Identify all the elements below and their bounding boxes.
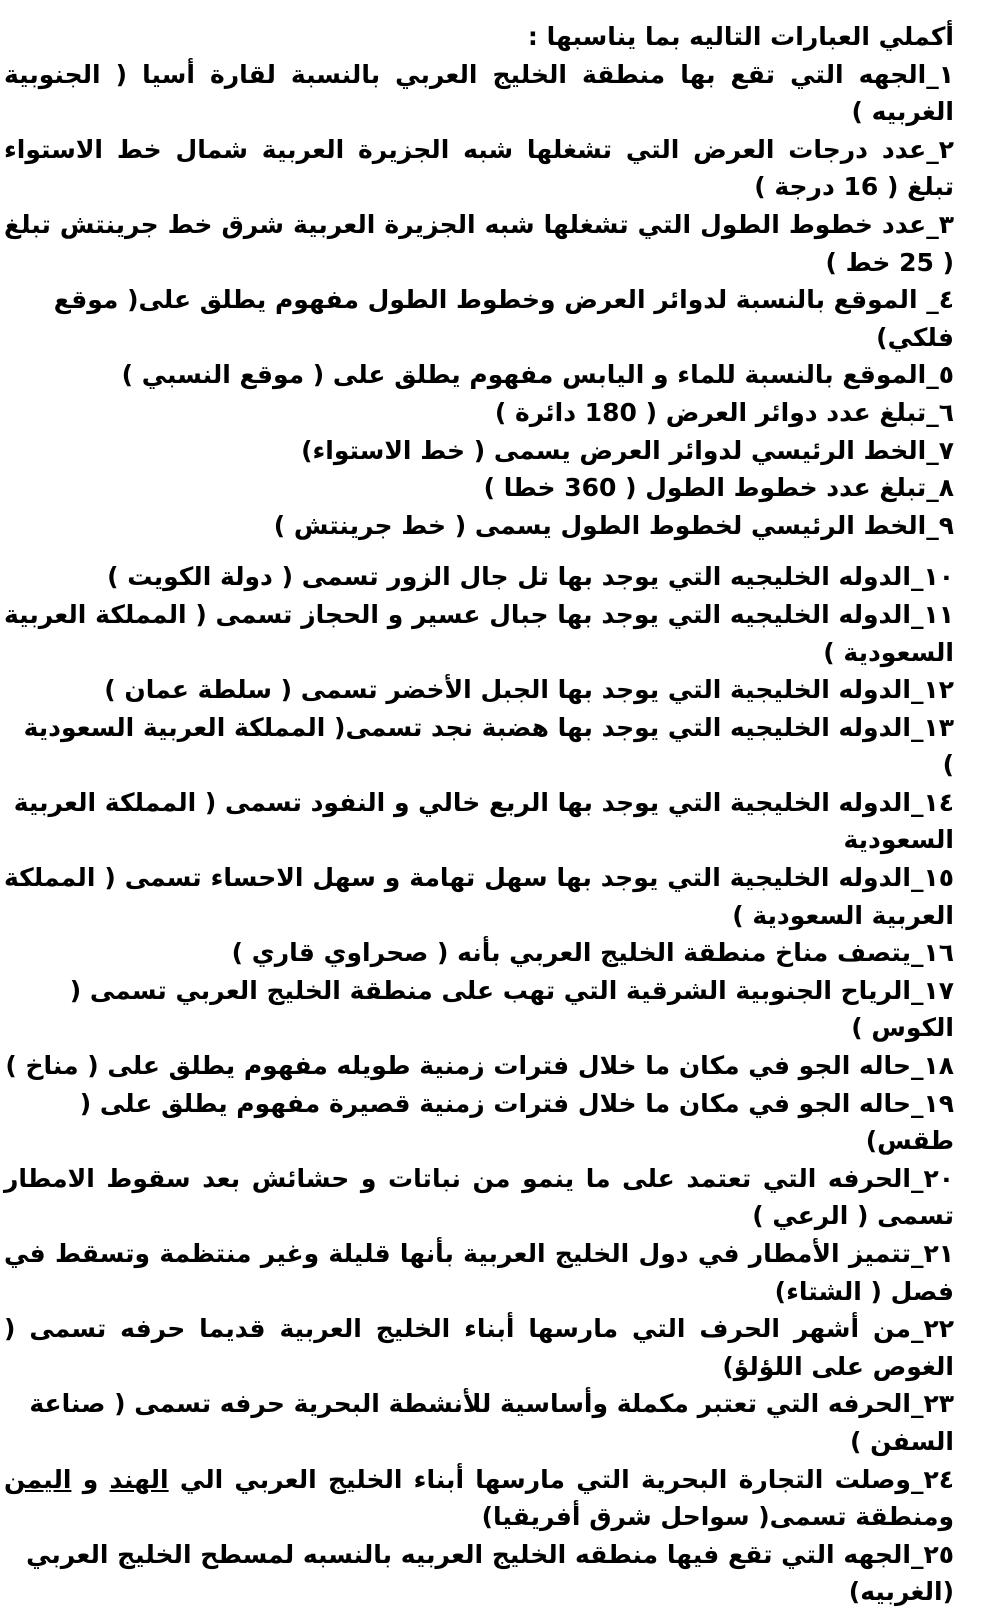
item-text: عدد درجات العرض التي تشغلها شبه الجزيرة العربية شمال خط الاستواء تبلغ ( 16 درجة ) [4, 134, 954, 202]
item-number: ١٥_ [910, 863, 954, 893]
item-text: الرياح الجنوبية الشرقية التي تهب على منطقة الخليج العربي تسمى ( الكوس ) [69, 975, 954, 1043]
item-14 [4, 784, 954, 859]
item-number: ١_ [926, 59, 954, 89]
item-text-connector: و [71, 1464, 110, 1494]
item-number: ٢٠_ [910, 1163, 954, 1193]
item-number: ١٨_ [910, 1051, 954, 1081]
item-number: ١٠_ [910, 562, 954, 592]
item-number: ٨_ [926, 473, 954, 503]
item-22 [4, 1310, 954, 1385]
item-number: ٢٥_ [910, 1539, 954, 1569]
section-gap [4, 544, 954, 558]
item-7 [4, 432, 954, 470]
item-number: ٢٣_ [910, 1389, 954, 1419]
item-5 [4, 356, 954, 394]
item-19 [4, 1085, 954, 1160]
item-number: ٦_ [926, 397, 954, 427]
item-2 [4, 131, 954, 206]
item-text: الجهه التي تقع بها منطقة الخليج العربي بالنسبة لقارة أسيا ( الجنوبية الغربيه ) [4, 59, 954, 127]
item-text: حاله الجو في مكان ما خلال فترات زمنية طويله مفهوم يطلق على ( مناخ ) [5, 1051, 911, 1081]
item-6 [4, 394, 954, 432]
item-number: ١١_ [910, 599, 954, 629]
item-number: ٧_ [926, 435, 954, 465]
item-text: الموقع بالنسبة لدوائر العرض وخطوط الطول مفهوم يطلق على( موقع فلكي) [53, 285, 954, 352]
item-number: ٢١_ [910, 1239, 954, 1268]
item-text: حاله الجو في مكان ما خلال فترات زمنية قصيرة مفهوم يطلق على ( طقس) [79, 1088, 954, 1156]
item-number: ١٦_ [910, 938, 954, 968]
item-number: ٥_ [926, 360, 954, 390]
underlined-word-yemen: اليمن [4, 1464, 72, 1494]
item-text: الدوله الخليجيه التي يوجد بها جبال عسير و الحجاز تسمى ( المملكة العربية السعودية ) [4, 599, 954, 667]
item-10 [4, 558, 954, 596]
item-text: الدوله الخليجية التي يوجد بها الربع خالي و النفود تسمى ( المملكة العربية السعودية [13, 787, 954, 855]
item-12 [4, 671, 954, 709]
item-20 [4, 1160, 954, 1235]
item-text: الموقع بالنسبة للماء و اليابس مفهوم يطلق على ( موقع النسبي ) [121, 360, 927, 390]
item-23 [4, 1385, 954, 1460]
item-11 [4, 596, 954, 671]
item-21 [4, 1235, 954, 1310]
item-number: ١٢_ [910, 675, 954, 705]
item-text: الدوله الخليجيه التي يوجد بها هضبة نجد تسمى( المملكة العربية السعودية ) [23, 712, 954, 780]
item-text: تتميز الأمطار في دول الخليج العربية بأنها قليلة وغير منتظمة وتسقط في فصل ( الشتاء) [4, 1239, 954, 1306]
item-text: من أشهر الحرف التي مارسها أبناء الخليج العربية قديما حرفه تسمى ( الغوص على اللؤلؤ) [4, 1314, 954, 1381]
item-4 [4, 281, 954, 356]
item-text: الدوله الخليجية التي يوجد بها سهل تهامة و سهل الاحساء تسمى ( المملكة العربية السعودية ) [4, 863, 954, 930]
item-text: الدوله الخليجيه التي يوجد بها تل جال الزور تسمى ( دولة الكويت ) [107, 562, 911, 592]
item-13 [4, 709, 954, 784]
item-25 [4, 1536, 954, 1611]
item-16 [4, 934, 954, 972]
item-text: تبلغ عدد دوائر العرض ( 180 دائرة ) [494, 397, 927, 427]
item-number: ٢٤_ [910, 1464, 954, 1494]
item-text: الخط الرئيسي لدوائر العرض يسمى ( خط الاستواء) [301, 435, 927, 465]
item-18 [4, 1047, 954, 1085]
item-text: الحرفه التي تعتمد على ما ينمو من نباتات و حشائش بعد سقوط الامطار تسمى ( الرعي ) [4, 1163, 954, 1231]
item-number: ٢_ [926, 134, 954, 164]
item-text: يتصف مناخ منطقة الخليج العربي بأنه ( صحراوي قاري ) [231, 938, 911, 968]
item-1 [4, 56, 954, 131]
item-text-tail: ومنطقة تسمى( سواحل شرق أفريقيا) [481, 1502, 954, 1532]
item-number: ٢٢_ [910, 1314, 954, 1344]
item-text: الحرفه التي تعتبر مكملة وأساسية للأنشطة البحرية حرفه تسمى ( صناعة السفن ) [29, 1389, 954, 1456]
item-8 [4, 469, 954, 507]
item-text: الدوله الخليجية التي يوجد بها الجبل الأخضر تسمى ( سلطة عمان ) [104, 675, 911, 705]
item-number: ١٣_ [910, 712, 954, 742]
item-3 [4, 206, 954, 281]
item-24 [4, 1461, 954, 1536]
item-text: الخط الرئيسي لخطوط الطول يسمى ( خط جرينتش ) [273, 510, 927, 540]
item-number: ٩_ [926, 510, 954, 540]
item-text: وصلت التجارة البحرية التي مارسها أبناء الخليج العربي الي [179, 1464, 911, 1494]
worksheet-heading: أكملي العبارات التاليه بما يناسبها : [527, 22, 954, 51]
item-number: ١٧_ [910, 975, 954, 1005]
item-9 [4, 507, 954, 545]
item-text: عدد خطوط الطول التي تشغلها شبه الجزيرة العربية شرق خط جرينتش تبلغ ( 25 خط ) [4, 209, 954, 277]
item-number: ١٤_ [910, 787, 954, 817]
item-number: ٤_ [917, 285, 954, 315]
underlined-word-india: الهند [109, 1464, 169, 1494]
item-number: ١٩_ [910, 1088, 954, 1118]
item-text: تبلغ عدد خطوط الطول ( 360 خطا ) [483, 473, 927, 503]
item-15 [4, 859, 954, 934]
item-number: ٣_ [926, 209, 954, 239]
item-text: الجهه التي تقع فيها منطقه الخليج العربيه بالنسبه لمسطح الخليج العربي (الغربيه) [26, 1539, 954, 1607]
item-17 [4, 972, 954, 1047]
